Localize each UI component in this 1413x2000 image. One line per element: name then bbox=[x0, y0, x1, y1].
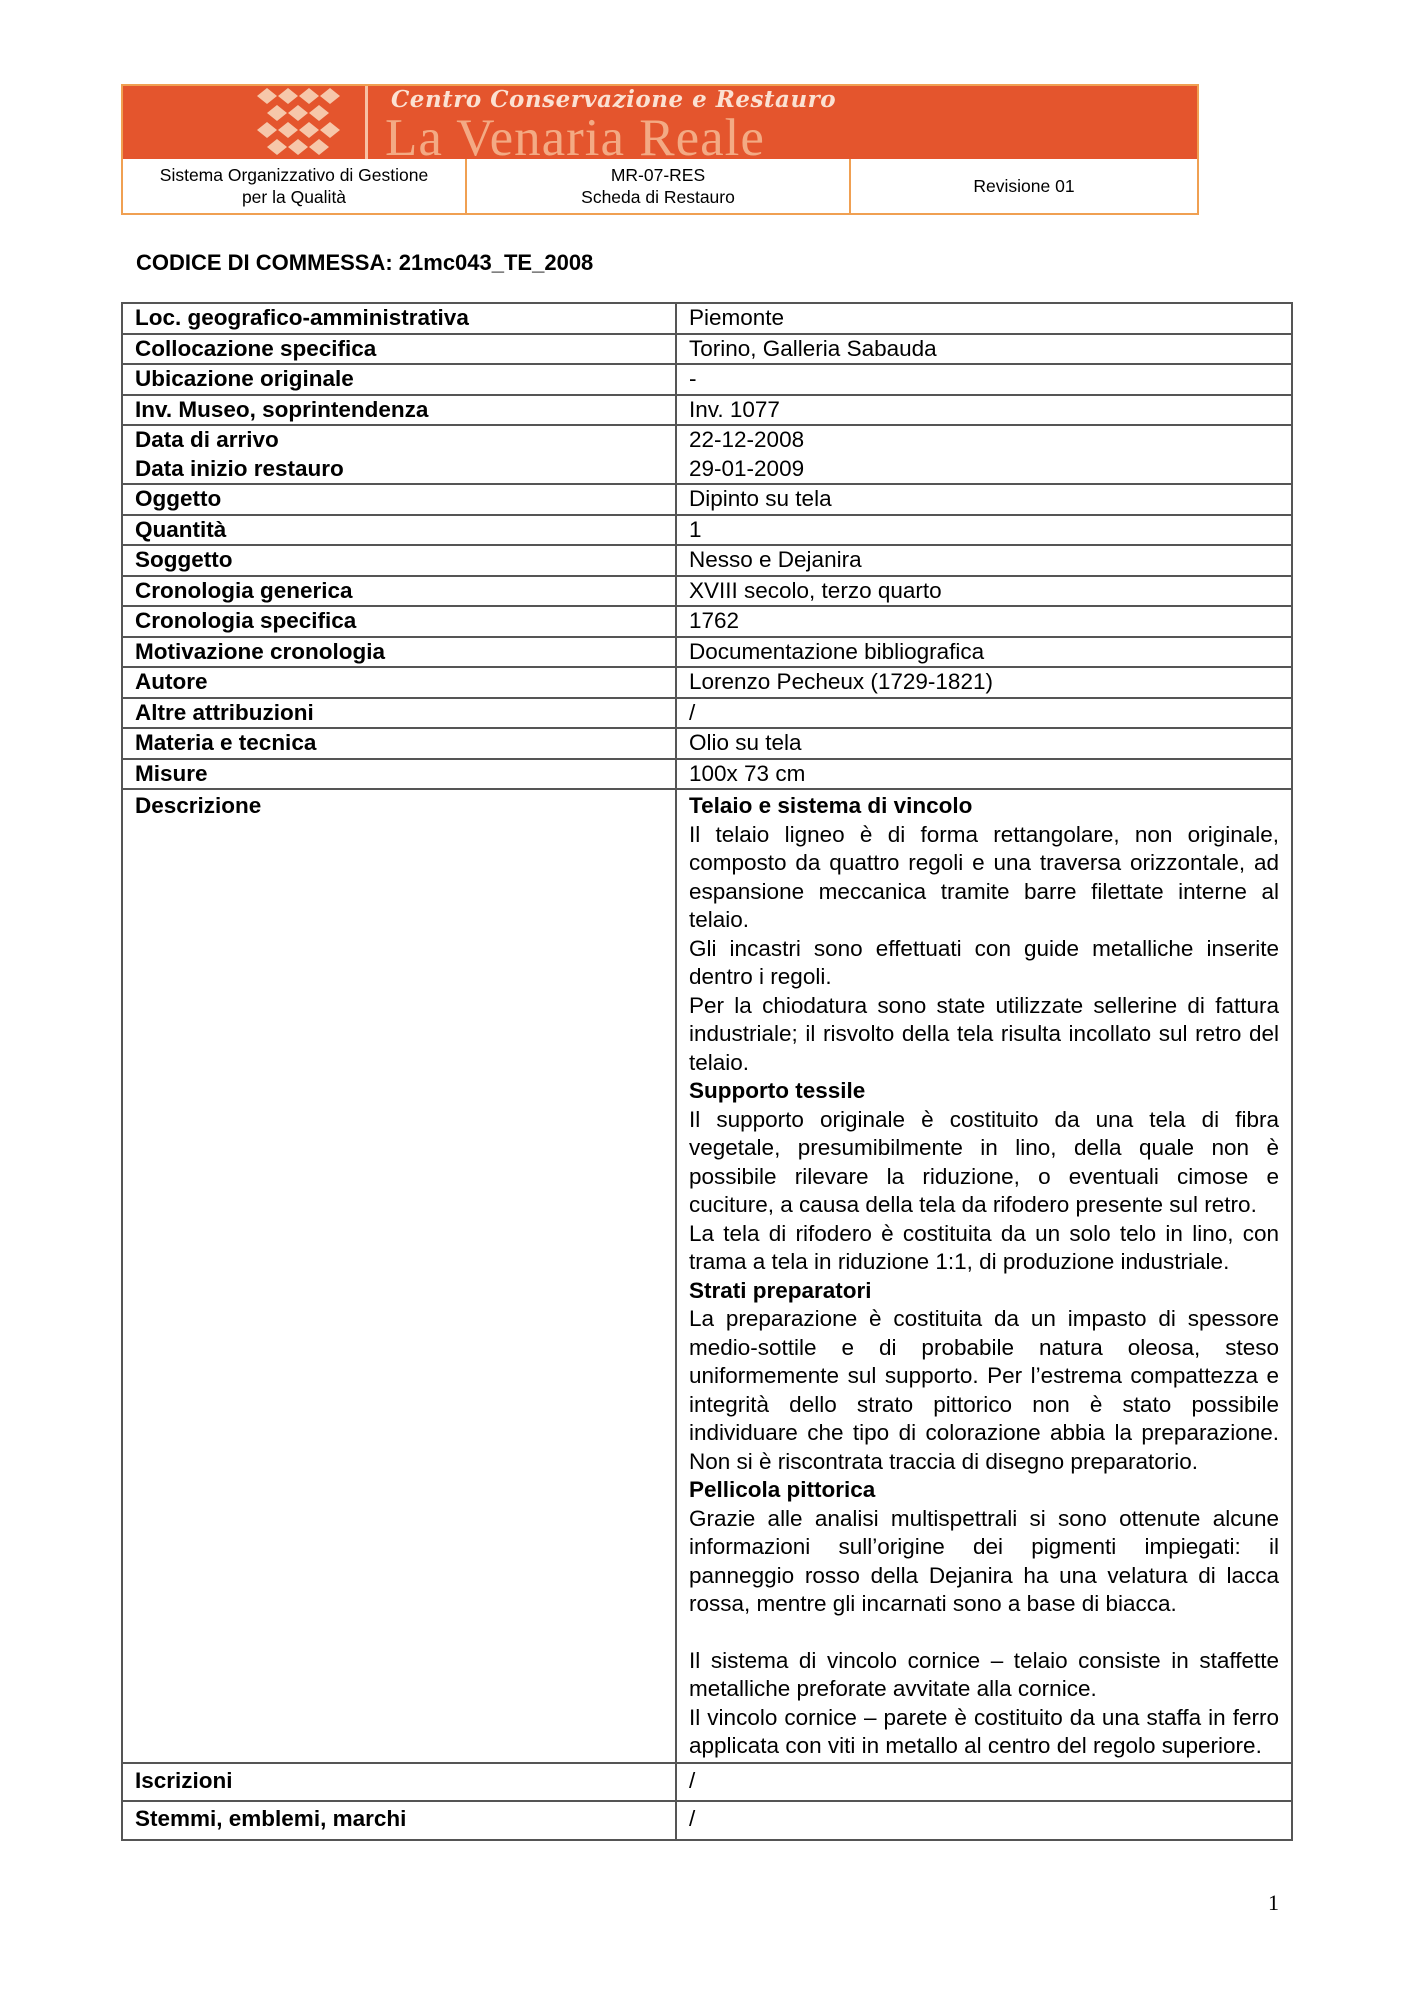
table-row-description: Descrizione Telaio e sistema di vincolo Il telaio ligneo è di forma rettangolare, non originale, composto da quattro regoli e una traversa orizzontale, ad espansione meccanica tramite barre filettate interne al telaio. Gli incastri sono effettuati con guide metalliche inserite dentro i regoli. Per la chiodatura sono state utilizzate sellerine di fattura industriale; il risvolto della tela risulta incollato sul retro del telaio. Supporto tessile Il supporto originale è costituito da una tela di fibra vegetale, presumibilmente in lino, della quale non è possibile rilevare la riduzione, o eventuali cimose e cuciture, a causa della tela da rifodero presente sul retro. La tela di rifodero è costituita da un solo telo in lino, con trama a tela in riduzione 1:1, di produzione industriale. Strati preparatori La preparazione è costituita da un impasto di spessore medio-sottile e di probabile natura oleosa, steso uniformemente sul supporto. Per l’estrema compattezza e integrità dello strato pittorico non è stato possibile individuare che tipo di colorazione abbia la preparazione. Non si è riscontrata traccia di disegno preparatorio. Pellicola pittorica Grazie alle analisi multispettrali si sono ottenute alcune informazioni sull’origine dei pigmenti impiegati: il panneggio rosso della Dejanira ha una velatura di lacca rossa, mentre gli incarnati sono a base di biacca. Il sistema di vincolo cornice – telaio consiste in staffette metalliche preforate avvitate alla cornice. Il vincolo cornice – parete è costituito da una staffa in ferro applicata con viti in metallo al centro del regolo superiore. bbox=[122, 789, 1292, 1763]
banner-title: Centro Conservazione e Restauro bbox=[391, 86, 837, 113]
table-row: Cronologia generica XVIII secolo, terzo quarto bbox=[122, 576, 1292, 607]
paragraph: Il vincolo cornice – parete è costituito da una staffa in ferro applicata con viti in metallo al centro del regolo superiore. bbox=[689, 1704, 1279, 1758]
paragraph: Il sistema di vincolo cornice – telaio consiste in staffette metalliche preforate avvitate alla cornice. bbox=[689, 1647, 1279, 1701]
table-row: Iscrizioni / bbox=[122, 1763, 1292, 1802]
table-row: Inv. Museo, soprintendenza Inv. 1077 bbox=[122, 395, 1292, 426]
table-row: Ubicazione originale - bbox=[122, 364, 1292, 395]
table-row: Cronologia specifica 1762 bbox=[122, 606, 1292, 637]
section-title: Pellicola pittorica bbox=[689, 1477, 876, 1502]
table-row: Quantità 1 bbox=[122, 515, 1292, 546]
section-title: Telaio e sistema di vincolo bbox=[689, 793, 973, 818]
revision-cell: Revisione 01 bbox=[973, 176, 1075, 196]
paragraph: Il supporto originale è costituito da una tela di fibra vegetale, presumibilmente in lino, della quale non è possibile rilevare la riduzione, o eventuali cimose e cuciture, a causa della tela da rifodero presente sul retro. bbox=[689, 1106, 1279, 1217]
table-row: Autore Lorenzo Pecheux (1729-1821) bbox=[122, 667, 1292, 698]
table-row: Misure 100x 73 cm bbox=[122, 759, 1292, 790]
brand-banner bbox=[123, 86, 1197, 159]
page-number: 1 bbox=[1268, 1890, 1279, 1915]
paragraph: Il telaio ligneo è di forma rettangolare, non originale, composto da quattro regoli e una traversa orizzontale, ad espansione meccanica tramite barre filettate interne al telaio. bbox=[689, 821, 1279, 932]
table-row-dates: Data di arrivo Data inizio restauro 22-12-2008 29-01-2009 bbox=[122, 425, 1292, 484]
table-row: Soggetto Nesso e Dejanira bbox=[122, 545, 1292, 576]
table-row: Stemmi, emblemi, marchi / bbox=[122, 1801, 1292, 1840]
section-title: Supporto tessile bbox=[689, 1078, 866, 1103]
banner-divider bbox=[365, 86, 368, 159]
quality-system-cell: Sistema Organizzativo di Gestione per la Qualità bbox=[123, 159, 467, 213]
paragraph: La preparazione è costituita da un impasto di spessore medio-sottile e di probabile natura oleosa, steso uniformemente sul supporto. Per l’estrema compattezza e integrità dello strato pittorico non è stato possibile individuare che tipo di colorazione abbia la preparazione. Non si è riscontrata traccia di disegno preparatorio. bbox=[689, 1306, 1279, 1474]
form-code-cell: MR-07-RES Scheda di Restauro bbox=[467, 159, 851, 213]
banner-logo-text: La Venaria Reale bbox=[385, 109, 765, 159]
diamond-pattern-logo bbox=[257, 88, 341, 156]
paragraph: Per la chiodatura sono state utilizzate sellerine di fattura industriale; il risvolto della tela risulta incollato sul retro del telaio. bbox=[689, 992, 1279, 1075]
paragraph: Grazie alle analisi multispettrali si sono ottenute alcune informazioni sull’origine dei pigmenti impiegati: il panneggio rosso della Dejanira ha una velatura di lacca rossa, mentre gli incarnati sono a base di biacca. bbox=[689, 1505, 1279, 1616]
section-title: Strati preparatori bbox=[689, 1277, 872, 1303]
paragraph: Gli incastri sono effettuati con guide metalliche inserite dentro i regoli. bbox=[689, 935, 1279, 989]
commission-code: CODICE DI COMMESSA: 21mc043_TE_2008 bbox=[136, 250, 594, 275]
paragraph: La tela di rifodero è costituita da un solo telo in lino, con trama a tela in riduzione 1:1, di produzione industriale. bbox=[689, 1220, 1279, 1274]
document-header bbox=[121, 84, 1199, 215]
table-row: Materia e tecnica Olio su tela bbox=[122, 728, 1292, 759]
table-row: Loc. geografico-amministrativa Piemonte bbox=[122, 303, 1292, 334]
restoration-sheet-table bbox=[121, 302, 1293, 1841]
header-info-row bbox=[123, 159, 1197, 213]
spacer bbox=[689, 1619, 1279, 1647]
table-row: Oggetto Dipinto su tela bbox=[122, 484, 1292, 515]
table-row: Altre attribuzioni / bbox=[122, 698, 1292, 729]
table-row: Collocazione specifica Torino, Galleria Sabauda bbox=[122, 334, 1292, 365]
table-row: Motivazione cronologia Documentazione bibliografica bbox=[122, 637, 1292, 668]
description-body bbox=[676, 789, 1292, 1763]
